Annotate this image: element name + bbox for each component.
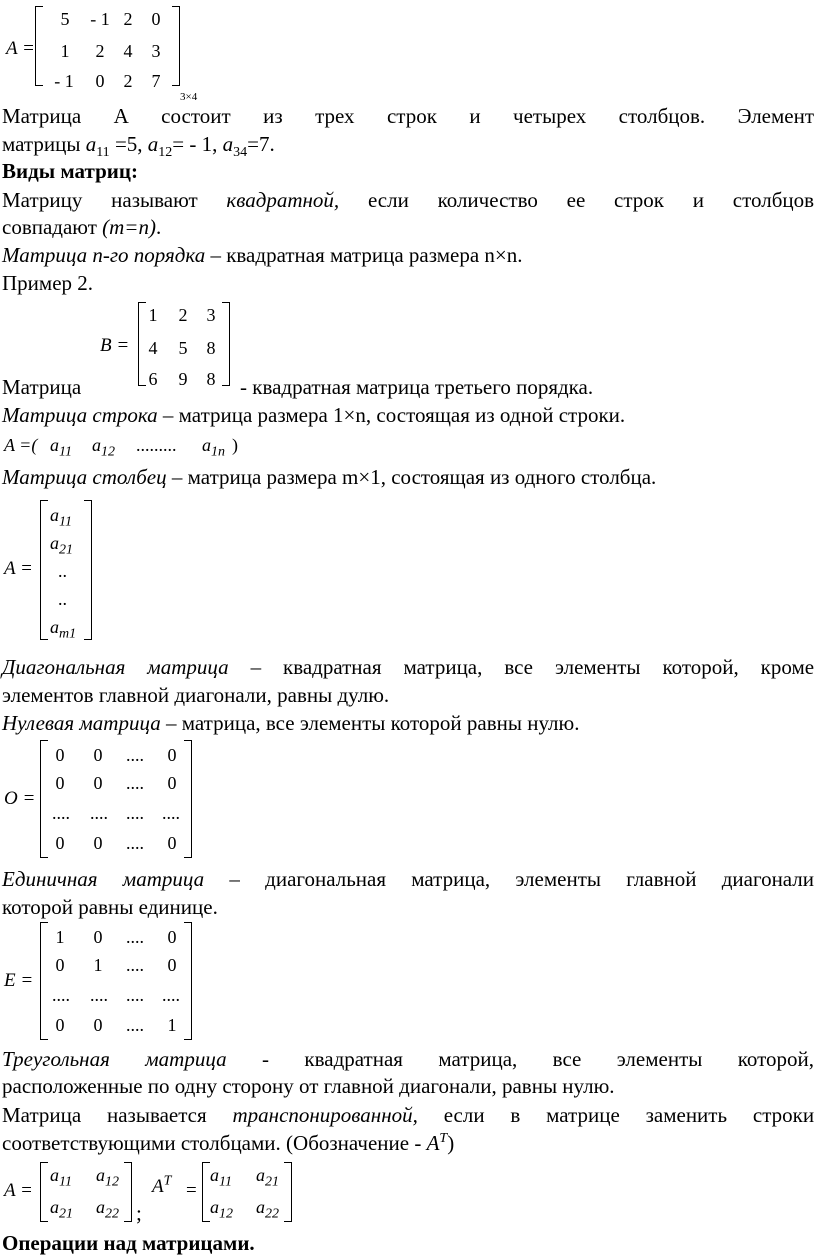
matrix-a-left-bracket (35, 6, 43, 86)
paragraph-6: Матрица столбец – матрица размера m×1, состоящая из одного столбца. (2, 465, 657, 489)
transpose-matrix-a: A = $a_{11}$ $a_{12}$ $a_{21}$ $a_{22}$ ; (4, 1160, 154, 1224)
matrix-a-cell: 1 (60, 41, 70, 61)
paragraph-7-line-1: Диагональная матрица – квадратная матрица, все элементы которой, кроме (2, 655, 815, 679)
matrix-a-cell: 2 (123, 9, 133, 29)
matrix-a-label: A = (6, 38, 35, 59)
paragraph-11-line-2: соответствующими столбцами. (Обозначение - $A^T$) (2, 1131, 455, 1155)
matrix-b-cell: 6 (148, 369, 158, 389)
paragraph-9-line-1: Единичная матрица – диагональная матрица, элементы главной диагонали (2, 867, 815, 891)
matrix-b-cell: 1 (148, 305, 158, 325)
matrix-b-cell: 9 (178, 369, 188, 389)
matrix-b-left-bracket (138, 302, 146, 386)
matrix-a-cell: 0 (95, 71, 105, 91)
matrix-b-cell: 4 (148, 338, 158, 358)
column-matrix-right-bracket (84, 500, 92, 640)
matrix-b-cell: 2 (178, 305, 188, 325)
paragraph-2-line-1: Матрицу называют квадратной, если количество ее строк и столбцов (2, 188, 815, 212)
paragraph-2-line-2: совпадают (m=n). (2, 215, 162, 239)
matrix-b-cell: 8 (206, 369, 216, 389)
column-matrix-label: A = (4, 558, 33, 579)
paragraph-10-line-2: расположенные по одну сторону от главной диагонали, равны нулю. (2, 1074, 615, 1098)
paragraph-1-line-2: матрицы $a_{11} =5$, $a_{12}= - 1$, $a_{34}=7$. (2, 132, 275, 161)
matrix-o-label: O = (4, 788, 36, 809)
matrix-b-label: B = (100, 335, 130, 356)
paragraph-3: Матрица n-го порядка – квадратная матрица размера n×n. (2, 243, 523, 267)
matrix-e-left-bracket (40, 922, 48, 1040)
matrix-a-cell: - 1 (54, 71, 74, 91)
matrix-a-cell: - 1 (90, 9, 110, 29)
paragraph-4-pre: Матрица (2, 375, 82, 399)
paragraph-9-line-2: которой равны единице. (2, 895, 218, 919)
heading-matrix-types: Виды матриц: (2, 159, 138, 183)
paragraph-4-post: - квадратная матрица третьего порядка. (240, 375, 594, 399)
matrix-b (100, 300, 240, 392)
paragraph-11-line-1: Матрица называется транспонированной, если в матрице заменить строки (2, 1103, 815, 1127)
matrix-e: E = 1 0 .... 0 0 1 .... 0 .... .... .... .... 0 0 .... 1 (4, 920, 204, 1040)
matrix-o-right-bracket (184, 740, 192, 858)
matrix-a-cell: 0 (151, 9, 161, 29)
paragraph-1-line-1: Матрица А состоит из трех строк и четырех столбцов. Элемент (2, 104, 815, 128)
matrix-o-left-bracket (40, 740, 48, 858)
matrix-e-right-bracket (184, 922, 192, 1040)
matrix-b-right-bracket (222, 302, 230, 386)
matrix-a-cell: 3 (151, 41, 161, 61)
transpose-matrix-at: $A^T$ = $a_{11}$ $a_{21}$ $a_{12}$ $a_{22}$ (152, 1160, 302, 1224)
paragraph-8: Нулевая матрица – матрица, все элементы которой равны нулю. (2, 711, 580, 735)
column-matrix-left-bracket (40, 500, 48, 640)
matrix-a-cell: 5 (60, 9, 70, 29)
paragraph-7-line-2: элементов главной диагонали, равны дулю. (2, 683, 390, 707)
matrix-a-cell: 2 (95, 41, 105, 61)
matrix-a-size: 3×4 (180, 91, 198, 103)
matrix-o: O = 0 0 .... 0 0 0 .... 0 .... .... .... .... 0 0 .... 0 (4, 738, 204, 858)
matrix-a-cell: 4 (123, 41, 133, 61)
matrix-e-label: E = (4, 970, 34, 991)
row-matrix: A =( $a_{11}$ $a_{12}$ ......... $a_{1n}$ ) (4, 435, 238, 460)
matrix-b-cell: 8 (206, 338, 216, 358)
matrix-b-cell: 3 (206, 305, 216, 325)
paragraph-5: Матрица строка – матрица размера 1×n, состоящая из одной строки. (2, 403, 626, 427)
matrix-a-cell: 7 (151, 71, 161, 91)
matrix-a (0, 0, 200, 103)
matrix-a-cell: 2 (123, 71, 133, 91)
matrix-b-cell: 5 (178, 338, 188, 358)
heading-matrix-operations: Операции над матрицами. (2, 1231, 255, 1255)
column-matrix: A = $a_{11}$ $a_{21}$ .. .. $a_{m1}$ (4, 498, 104, 643)
example-2-label: Пример 2. (2, 271, 94, 295)
paragraph-10-line-1: Треугольная матрица - квадратная матрица, все элементы которой, (2, 1047, 815, 1071)
matrix-a-right-bracket (172, 6, 180, 86)
